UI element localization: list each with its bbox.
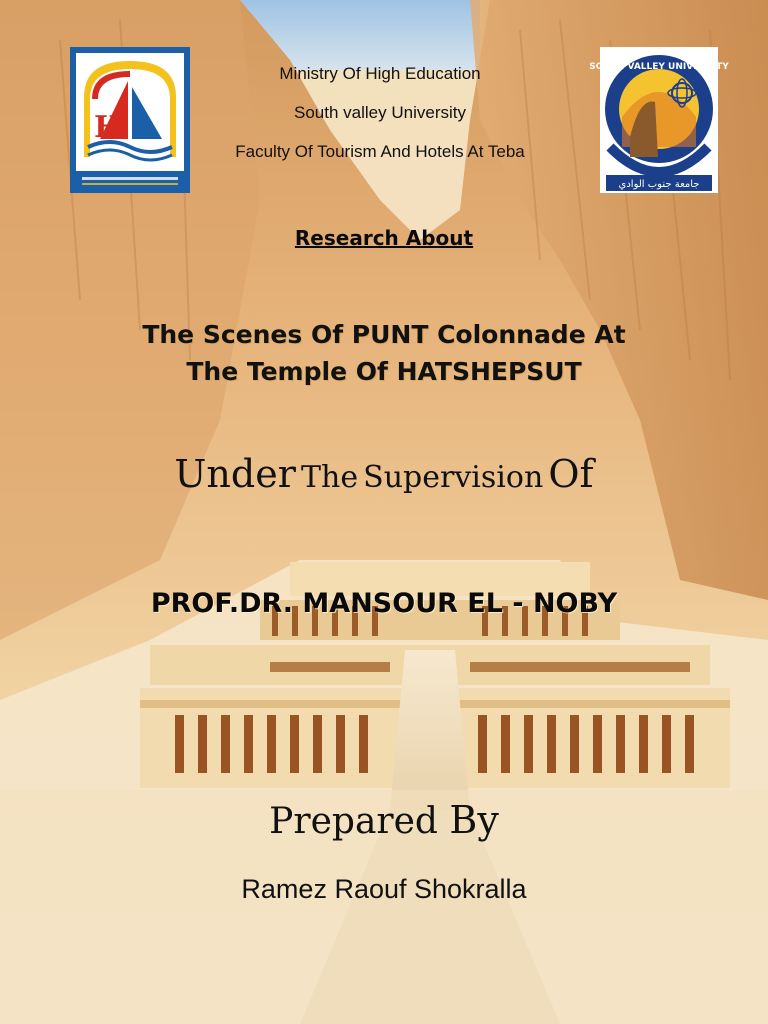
title-line-1: The Scenes Of PUNT Colonnade At [142,320,626,349]
university-line: South valley University [294,103,466,122]
ministry-line: Ministry Of High Education [279,64,481,83]
supervision-heading [0,452,768,496]
supervision-word-4: Of [548,452,594,496]
university-logo [589,47,729,193]
prepared-by-heading [0,798,768,842]
university-seal-icon [589,47,729,193]
research-heading: Research About [294,226,474,250]
supervision-word-3: Supervision [363,460,544,495]
institution-header [180,60,580,177]
faculty-logo-icon [70,47,190,193]
svg-text:جامعة جنوب الوادي: جامعة جنوب الوادي [618,179,700,190]
prepared-word: Prepared [269,801,438,842]
by-word: By [449,798,499,842]
title-line-2: The Temple Of HATSHEPSUT [186,357,582,386]
faculty-line: Faculty Of Tourism And Hotels At Teba [235,142,525,161]
supervision-word-1: Under [174,452,296,496]
research-title [60,316,708,390]
supervision-word-2: The [300,460,359,495]
faculty-logo [70,47,190,193]
supervisor-name: PROF.DR. MANSOUR EL - NOBY [150,588,618,619]
author-name: Ramez Raouf Shokralla [241,874,527,904]
svg-text:SOUTH VALLEY UNIVERSITY: SOUTH VALLEY UNIVERSITY [589,62,729,72]
svg-text:H: H [94,110,123,145]
